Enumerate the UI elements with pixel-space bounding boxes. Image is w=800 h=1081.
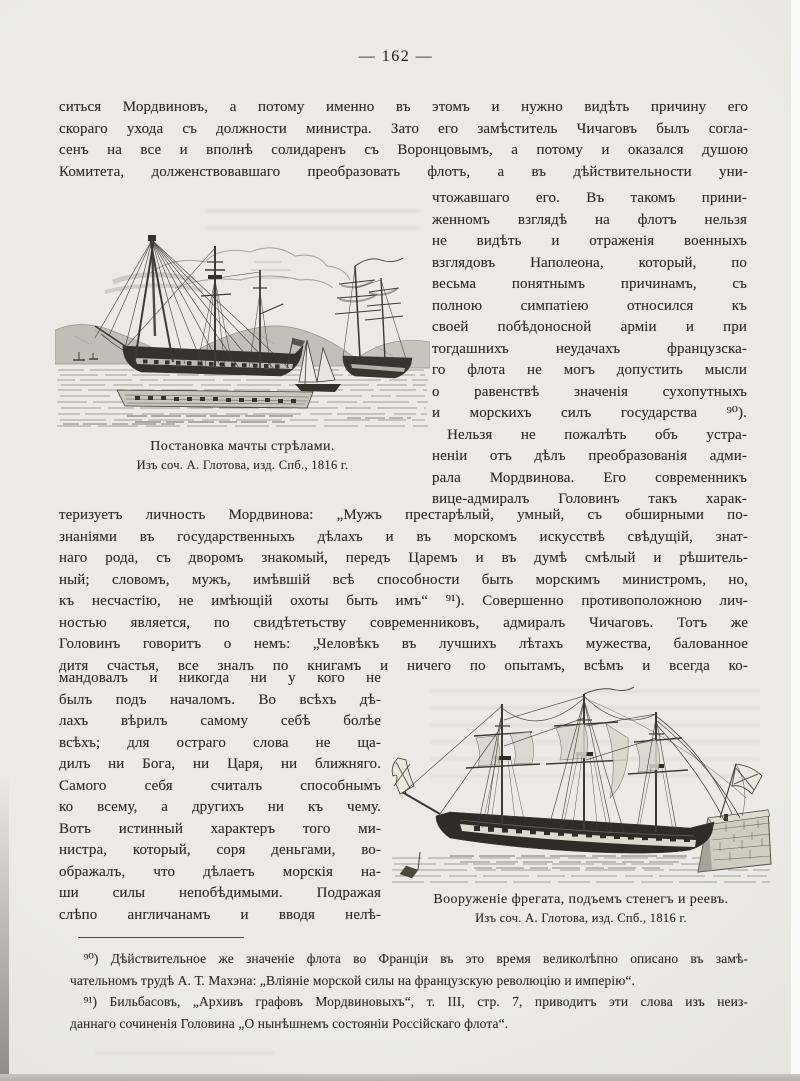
text-line: Самого себя считалъ способнымъ [59,777,381,794]
text-line: ситься Мордвиновъ, а потому именно въ этомъ и нужно видѣть причину его [59,99,748,115]
text-line: и морскихъ силъ государства ⁹⁰). [432,405,747,421]
text-line: всѣхъ; для остраго слова не ща- [59,734,381,751]
footnote-separator-rule [78,937,244,938]
brig [335,258,412,378]
text-line: лахъ вѣрилъ самому себѣ болѣе [59,713,381,729]
text-line: неніи отъ дѣлъ преобразованія адми- [432,448,747,464]
text-line: къ несчастію, не имѣющій охоты быть имъ“ ⁹¹). Совершенно противоположною лич- [59,593,748,609]
text-line: наго рода, съ дворомъ знакомый, передъ Царемъ и въ думѣ смѣлый и рѣшитель- [59,550,748,566]
page-number: — 162 — [358,48,434,65]
text-line: о равенствѣ значенія сухопутныхъ [432,383,747,400]
text-line: слѣпо англичанамъ и вводя нелѣ- [59,906,381,923]
text-line: полною симпатіею относился къ [432,297,747,314]
frigate [392,687,762,853]
figure2-caption-source: Изъ соч. А. Глотова, изд. Спб., 1816 г. [475,911,687,925]
text-line: ностью является, по свидѣтетьству современниковъ, адмиралъ Чичаговъ. Тотъ же [59,614,748,631]
text-line: ко всему, а другихъ ни къ чему. [59,799,381,815]
text-line: Комитета, долженствовавшаго преобразовать флотъ, а въ дѣйствительности уни- [59,163,748,180]
paragraph-top [59,97,748,183]
text-line: ный; словомъ, мужъ, имѣвшій всѣ способности быть морскимъ министромъ, но, [59,571,748,588]
footnote-90-line1: ⁹⁰) Дѣйствительное же значеніе флота во Франціи въ это время великолѣпно описано въ замѣ- [70,951,748,966]
text-line: сенъ на все и вполнѣ солидаренъ съ Воронцовымъ, а потому и оказался душою [59,142,748,158]
frigate-rigging-engraving [390,668,772,886]
text-line: весьма понятнымъ причинамъ, съ [432,276,747,292]
sheer-hulk-ship [95,235,313,408]
footnote-90-line2: чательномъ трудѣ А. Т. Махэна: „Вліяніе морской силы на французскую революцію и имперію“. [70,972,635,988]
scan-edge [0,1074,800,1081]
figure1-caption-title: Постановка мачты стрѣлами. [150,439,335,454]
footnote-91-line1: ⁹¹) Бильбасовъ, „Архивъ графовъ Мордвиновыхъ“, т. III, стр. 7, приводитъ эти слова изъ неиз- [70,994,748,1009]
column-right-text [432,188,747,511]
text-line: чтожавшаго его. Въ такомъ прини- [432,190,747,206]
text-line: скораго ухода съ должности министра. Зато его замѣститель Чичаговъ былъ согла- [59,120,748,137]
text-line: дитя счастья, все зналъ по книгамъ и ничего по опытамъ, всѣмъ и всегда ко- [59,657,748,674]
text-line: Головинъ говоритъ о немъ: „Человѣкъ въ лучшихъ лѣтахъ мужества, балованное [59,636,748,652]
text-line: не видѣть и отраженія военныхъ [432,233,747,249]
column-left-text [59,668,381,926]
pennant [355,258,403,266]
text-line: теризуетъ личность Мордвинова: „Мужъ престарѣлый, умный, съ обширными по- [59,507,748,523]
text-line: тогдашнихъ неудачахъ французска- [432,340,747,357]
text-line: Нельзя не пожалѣть объ устра- [432,426,747,443]
text-line: нистра, который, соря деньгами, во- [59,842,381,858]
figure2-caption-title: Вооруженіе фрегата, подъемъ стенегъ и реевъ. [433,892,729,907]
text-line: былъ подъ началомъ. Во всѣхъ дѣ- [59,691,381,708]
text-line: женномъ взглядѣ на флотъ нельзя [432,211,747,228]
text-line: мандовалъ и никогда ни у кого не [59,670,381,686]
text-line: знаніями въ государственныхъ дѣлахъ и въ морскомъ искусствѣ свѣдущій, знат- [59,528,748,545]
stern-flag [720,764,762,818]
footnotes-section [70,948,748,1034]
clouds [105,248,350,292]
bowsprit [402,792,440,814]
text-line: го флота не могъ допустить мысли [432,362,747,378]
text-line: вице-адмиралъ Головинъ такъ харак- [432,491,747,507]
paragraph-full-width [59,505,748,677]
figure-mast-raising [55,218,430,474]
text-line: рала Мордвинова. Его современникъ [432,469,747,486]
scan-edge [791,0,800,1081]
footnote-91-line2: даннаго сочиненія Головина „О нынѣшнемъ состояніи Россійскаго флота“. [70,1015,509,1031]
text-line: своей побѣдоносной арміи и при [432,319,747,335]
bow-jack-flag [392,758,414,794]
shore-left [400,852,420,878]
text-line: Вотъ истинный характеръ того ми- [59,820,381,837]
figure-frigate-rigging [390,668,772,927]
pennant [584,687,634,694]
figure1-caption-source: Изъ соч. А. Глотова, изд. Спб., 1816 г. [136,458,349,472]
ships-mast-raising-engraving [55,218,430,433]
text-line: взглядовъ Наполеона, который, по [432,254,747,271]
text-line: ображалъ, что дѣлаетъ морскія на- [59,863,381,880]
text-line: дилъ ни Бога, ни Царя, ни ближняго. [59,756,381,772]
scan-edge [0,774,9,1074]
quay-wall [698,810,771,872]
ropes-to-quay [584,698,746,820]
text-line: ши силы непобѣдимыми. Подражая [59,885,381,901]
